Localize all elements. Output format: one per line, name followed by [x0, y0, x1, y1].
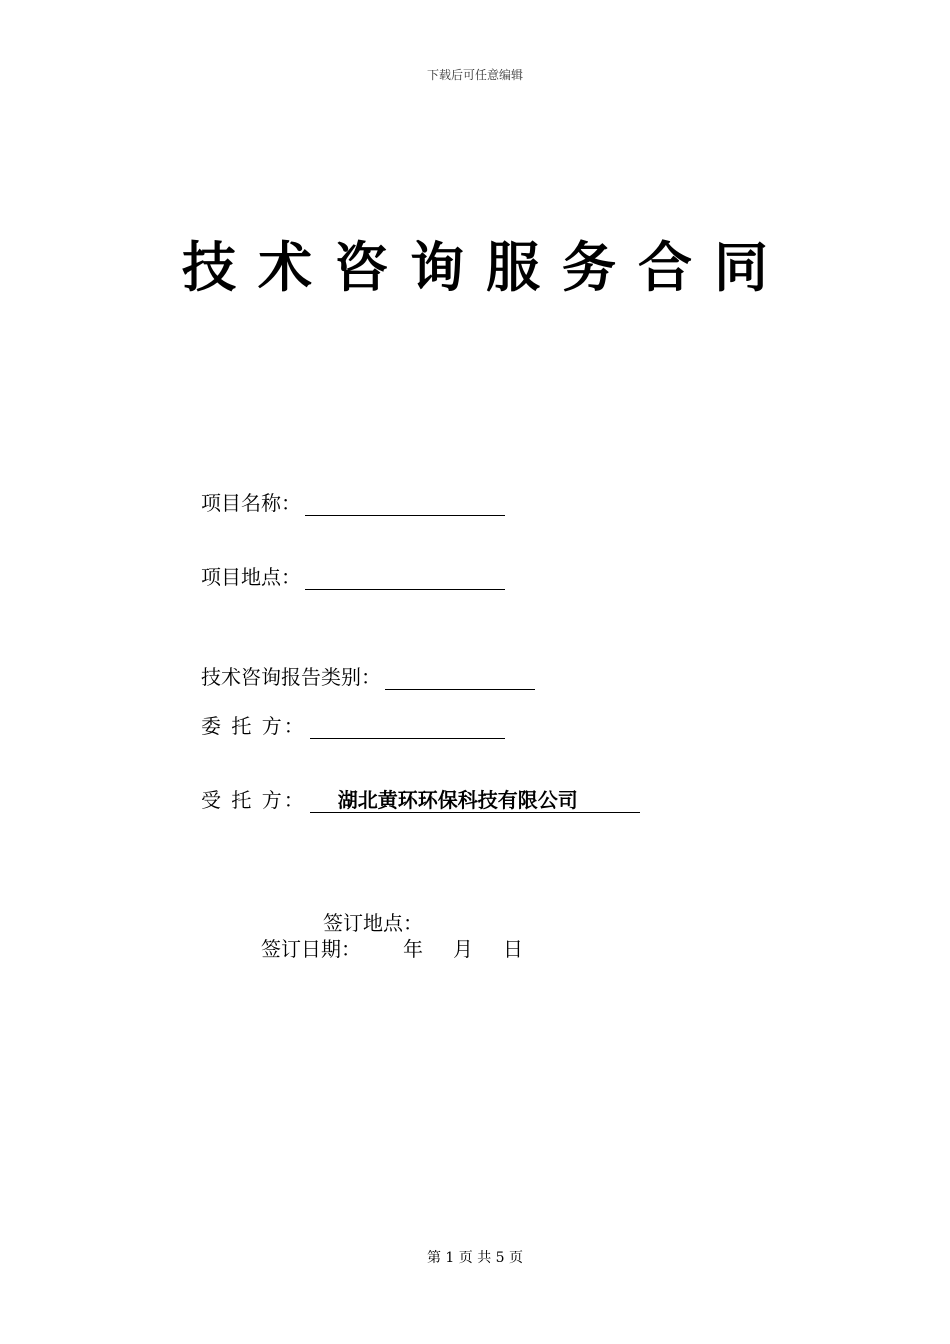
- report-category-label: 技术咨询报告类别：: [201, 665, 381, 689]
- page-footer: 第 1 页 共 5 页: [426, 1250, 524, 1266]
- header-note: 下载后可任意编辑: [426, 68, 523, 82]
- signing-date-row: [261, 933, 523, 962]
- contractor-field: [201, 784, 640, 813]
- project-location-blank[interactable]: [305, 567, 505, 590]
- signing-date-label: 签订日期：: [261, 937, 361, 961]
- contractor-label: 受 托 方：: [201, 788, 306, 812]
- signing-day-label: 日: [503, 937, 523, 961]
- client-field: [201, 710, 505, 739]
- signing-year-label: 年: [403, 937, 423, 961]
- project-location-field: [201, 561, 505, 590]
- client-blank[interactable]: [310, 716, 505, 739]
- report-category-field: [201, 661, 535, 690]
- project-location-label: 项目地点：: [201, 565, 301, 589]
- project-name-label: 项目名称：: [201, 491, 301, 515]
- report-category-blank[interactable]: [385, 667, 535, 690]
- signing-place-label: 签订地点：: [323, 911, 423, 935]
- project-name-blank[interactable]: [305, 493, 505, 516]
- project-name-field: [201, 487, 505, 516]
- client-label: 委 托 方：: [201, 714, 306, 738]
- contractor-value[interactable]: 湖北黄环环保科技有限公司: [310, 787, 640, 813]
- signing-month-label: 月: [453, 937, 473, 961]
- document-title: 技术咨询服务合同: [182, 236, 790, 299]
